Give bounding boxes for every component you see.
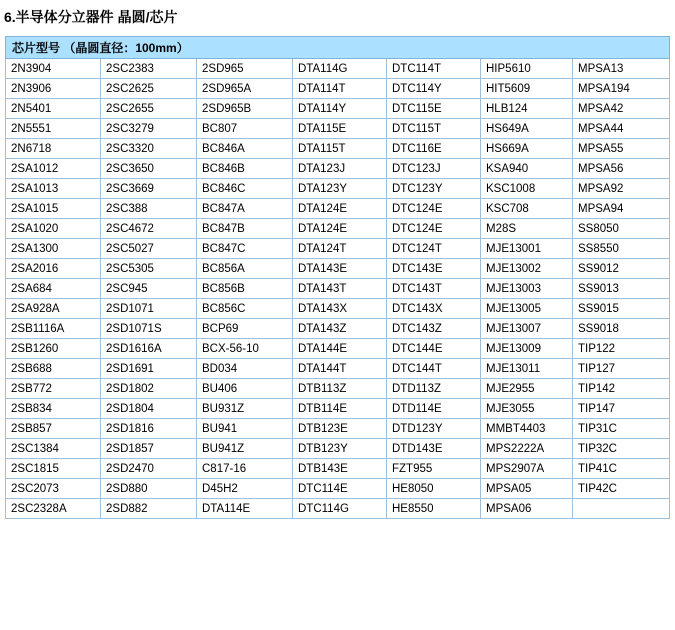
table-cell: DTA124T <box>293 239 387 259</box>
table-body <box>6 59 670 519</box>
table-cell: 2SC388 <box>101 199 197 219</box>
table-cell: DTC124T <box>387 239 481 259</box>
table-cell: 2SB772 <box>6 379 101 399</box>
table-cell: DTA114G <box>293 59 387 79</box>
table-cell: MPSA55 <box>573 139 670 159</box>
table-cell: BC847A <box>197 199 293 219</box>
table-cell: 2SD880 <box>101 479 197 499</box>
table-cell: BC846C <box>197 179 293 199</box>
table-cell: 2N6718 <box>6 139 101 159</box>
table-cell: MJE13002 <box>481 259 573 279</box>
table-cell: DTC123J <box>387 159 481 179</box>
table-row <box>6 319 670 339</box>
table-cell: 2SC2328A <box>6 499 101 519</box>
table-row <box>6 459 670 479</box>
table-cell: 2SD965 <box>197 59 293 79</box>
table-cell: MPSA44 <box>573 119 670 139</box>
table-cell: 2SC1384 <box>6 439 101 459</box>
table-cell: MJE2955 <box>481 379 573 399</box>
table-cell: DTA124E <box>293 219 387 239</box>
table-cell: SS9018 <box>573 319 670 339</box>
table-cell: 2N5401 <box>6 99 101 119</box>
table-cell: 2SD1071S <box>101 319 197 339</box>
table-cell: HS649A <box>481 119 573 139</box>
table-cell: DTA124E <box>293 199 387 219</box>
table-row <box>6 59 670 79</box>
table-cell: DTA115E <box>293 119 387 139</box>
table-cell: KSA940 <box>481 159 573 179</box>
table-row <box>6 179 670 199</box>
table-row <box>6 279 670 299</box>
table-row <box>6 339 670 359</box>
table-cell: 2SC4672 <box>101 219 197 239</box>
table-cell: 2SB688 <box>6 359 101 379</box>
table-cell: DTA144E <box>293 339 387 359</box>
table-cell: 2SC2655 <box>101 99 197 119</box>
table-row <box>6 139 670 159</box>
table-cell: DTC143T <box>387 279 481 299</box>
table-cell: TIP42C <box>573 479 670 499</box>
table-row <box>6 239 670 259</box>
table-cell: DTD114E <box>387 399 481 419</box>
table-cell: SS9013 <box>573 279 670 299</box>
table-cell: DTC143X <box>387 299 481 319</box>
table-cell: MJE13009 <box>481 339 573 359</box>
table-cell: BC846B <box>197 159 293 179</box>
table-cell: 2SD1691 <box>101 359 197 379</box>
table-cell: DTD143E <box>387 439 481 459</box>
table-cell: DTB123Y <box>293 439 387 459</box>
table-cell: KSC708 <box>481 199 573 219</box>
table-cell: MPSA42 <box>573 99 670 119</box>
chip-model-table <box>5 36 670 519</box>
table-cell: HE8050 <box>387 479 481 499</box>
table-cell: DTA143T <box>293 279 387 299</box>
table-cell: 2SD882 <box>101 499 197 519</box>
table-cell: 2SC3650 <box>101 159 197 179</box>
table-cell: DTC124E <box>387 199 481 219</box>
table-cell: 2SD1071 <box>101 299 197 319</box>
table-cell: MJE13003 <box>481 279 573 299</box>
table-row <box>6 419 670 439</box>
table-cell: DTA143E <box>293 259 387 279</box>
table-cell: 2N3906 <box>6 79 101 99</box>
table-cell: 2SA1013 <box>6 179 101 199</box>
table-cell: DTB123E <box>293 419 387 439</box>
table-cell: MPSA05 <box>481 479 573 499</box>
table-cell: 2SC3279 <box>101 119 197 139</box>
table-cell: MPSA92 <box>573 179 670 199</box>
table-cell: SS9012 <box>573 259 670 279</box>
table-cell: DTC123Y <box>387 179 481 199</box>
table-cell: 2SD1616A <box>101 339 197 359</box>
table-cell: 2SC945 <box>101 279 197 299</box>
table-cell: SS8550 <box>573 239 670 259</box>
table-cell: DTA114Y <box>293 99 387 119</box>
table-cell: SS8050 <box>573 219 670 239</box>
table-cell: MPSA13 <box>573 59 670 79</box>
table-cell: DTA123Y <box>293 179 387 199</box>
table-cell: 2SD965A <box>197 79 293 99</box>
table-cell: BC847B <box>197 219 293 239</box>
table-cell: DTC115E <box>387 99 481 119</box>
table-cell: TIP122 <box>573 339 670 359</box>
table-cell: HIT5609 <box>481 79 573 99</box>
table-cell: MPS2222A <box>481 439 573 459</box>
table-cell: BC807 <box>197 119 293 139</box>
table-cell: 2SD1802 <box>101 379 197 399</box>
table-row <box>6 379 670 399</box>
table-cell: DTC143E <box>387 259 481 279</box>
table-cell: BC846A <box>197 139 293 159</box>
table-cell: TIP32C <box>573 439 670 459</box>
table-row <box>6 99 670 119</box>
table-cell: 2SD1857 <box>101 439 197 459</box>
table-row <box>6 159 670 179</box>
table-row <box>6 439 670 459</box>
table-cell: BCX-56-10 <box>197 339 293 359</box>
table-cell: DTC116E <box>387 139 481 159</box>
table-cell: 2SC5027 <box>101 239 197 259</box>
table-cell: DTA115T <box>293 139 387 159</box>
table-row <box>6 359 670 379</box>
table-cell: DTA144T <box>293 359 387 379</box>
table-cell: SS9015 <box>573 299 670 319</box>
table-cell: MPSA94 <box>573 199 670 219</box>
table-cell: 2SD1804 <box>101 399 197 419</box>
table-cell: 2SA1300 <box>6 239 101 259</box>
table-cell: MPSA194 <box>573 79 670 99</box>
table-cell: 2SC2383 <box>101 59 197 79</box>
table-cell: 2SA928A <box>6 299 101 319</box>
table-cell: DTB143E <box>293 459 387 479</box>
table-cell: FZT955 <box>387 459 481 479</box>
table-cell: BC856A <box>197 259 293 279</box>
table-cell: DTD123Y <box>387 419 481 439</box>
table-cell: BU941Z <box>197 439 293 459</box>
table-row <box>6 79 670 99</box>
table-cell: DTC114T <box>387 59 481 79</box>
table-cell: HLB124 <box>481 99 573 119</box>
table-row <box>6 199 670 219</box>
table-cell: 2SD965B <box>197 99 293 119</box>
table-cell: DTA143Z <box>293 319 387 339</box>
table-cell: BC856B <box>197 279 293 299</box>
table-row <box>6 299 670 319</box>
table-cell: 2SC1815 <box>6 459 101 479</box>
table-cell: M28S <box>481 219 573 239</box>
table-cell: MPS2907A <box>481 459 573 479</box>
table-cell: 2SB834 <box>6 399 101 419</box>
table-cell: DTA123J <box>293 159 387 179</box>
table-cell: 2N5551 <box>6 119 101 139</box>
table-cell: MPSA56 <box>573 159 670 179</box>
table-cell: 2SC2625 <box>101 79 197 99</box>
table-cell: DTC115T <box>387 119 481 139</box>
table-cell: 2N3904 <box>6 59 101 79</box>
table-row <box>6 219 670 239</box>
table-cell: MJE3055 <box>481 399 573 419</box>
table-row <box>6 499 670 519</box>
table-cell: BCP69 <box>197 319 293 339</box>
table-cell: TIP41C <box>573 459 670 479</box>
table-cell: 2SD2470 <box>101 459 197 479</box>
table-cell: DTC144T <box>387 359 481 379</box>
table-cell: DTC114G <box>293 499 387 519</box>
table-cell: TIP31C <box>573 419 670 439</box>
table-cell: DTB113Z <box>293 379 387 399</box>
table-cell: HS669A <box>481 139 573 159</box>
table-cell: MPSA06 <box>481 499 573 519</box>
table-cell: BC856C <box>197 299 293 319</box>
table-cell: DTA143X <box>293 299 387 319</box>
table-cell: 2SB1260 <box>6 339 101 359</box>
table-cell-empty <box>573 499 670 519</box>
table-cell: 2SC5305 <box>101 259 197 279</box>
table-cell: DTC114Y <box>387 79 481 99</box>
table-cell: KSC1008 <box>481 179 573 199</box>
table-row <box>6 479 670 499</box>
table-cell: DTA114E <box>197 499 293 519</box>
table-cell: BU941 <box>197 419 293 439</box>
table-cell: TIP142 <box>573 379 670 399</box>
table-cell: D45H2 <box>197 479 293 499</box>
table-cell: MJE13005 <box>481 299 573 319</box>
table-cell: DTC114E <box>293 479 387 499</box>
table-cell: 2SA684 <box>6 279 101 299</box>
table-header-row <box>6 37 670 59</box>
table-cell: MJE13011 <box>481 359 573 379</box>
table-row <box>6 399 670 419</box>
table-cell: HE8550 <box>387 499 481 519</box>
table-cell: DTA114T <box>293 79 387 99</box>
table-header-title: 芯片型号 （晶圆直径：100mm） <box>6 37 670 59</box>
table-row <box>6 119 670 139</box>
table-row <box>6 259 670 279</box>
table-cell: 2SA1015 <box>6 199 101 219</box>
table-cell: MMBT4403 <box>481 419 573 439</box>
table-cell: C817-16 <box>197 459 293 479</box>
page-title: 6.半导体分立器件 晶圆/芯片 <box>4 9 178 25</box>
table-cell: HIP5610 <box>481 59 573 79</box>
table-cell: TIP147 <box>573 399 670 419</box>
table-cell: TIP127 <box>573 359 670 379</box>
table-cell: BD034 <box>197 359 293 379</box>
table-cell: 2SA2016 <box>6 259 101 279</box>
table-cell: MJE13001 <box>481 239 573 259</box>
table-cell: 2SD1816 <box>101 419 197 439</box>
table-cell: 2SC3320 <box>101 139 197 159</box>
table-cell: 2SC2073 <box>6 479 101 499</box>
table-cell: DTC143Z <box>387 319 481 339</box>
table-header <box>6 37 670 59</box>
table-cell: BU931Z <box>197 399 293 419</box>
table-cell: 2SA1012 <box>6 159 101 179</box>
table-cell: DTC144E <box>387 339 481 359</box>
table-cell: 2SC3669 <box>101 179 197 199</box>
table-cell: DTB114E <box>293 399 387 419</box>
table-cell: 2SB1116A <box>6 319 101 339</box>
table-cell: BU406 <box>197 379 293 399</box>
table-cell: BC847C <box>197 239 293 259</box>
table-cell: DTC124E <box>387 219 481 239</box>
table-cell: MJE13007 <box>481 319 573 339</box>
table-cell: DTD113Z <box>387 379 481 399</box>
table-cell: 2SB857 <box>6 419 101 439</box>
table-cell: 2SA1020 <box>6 219 101 239</box>
